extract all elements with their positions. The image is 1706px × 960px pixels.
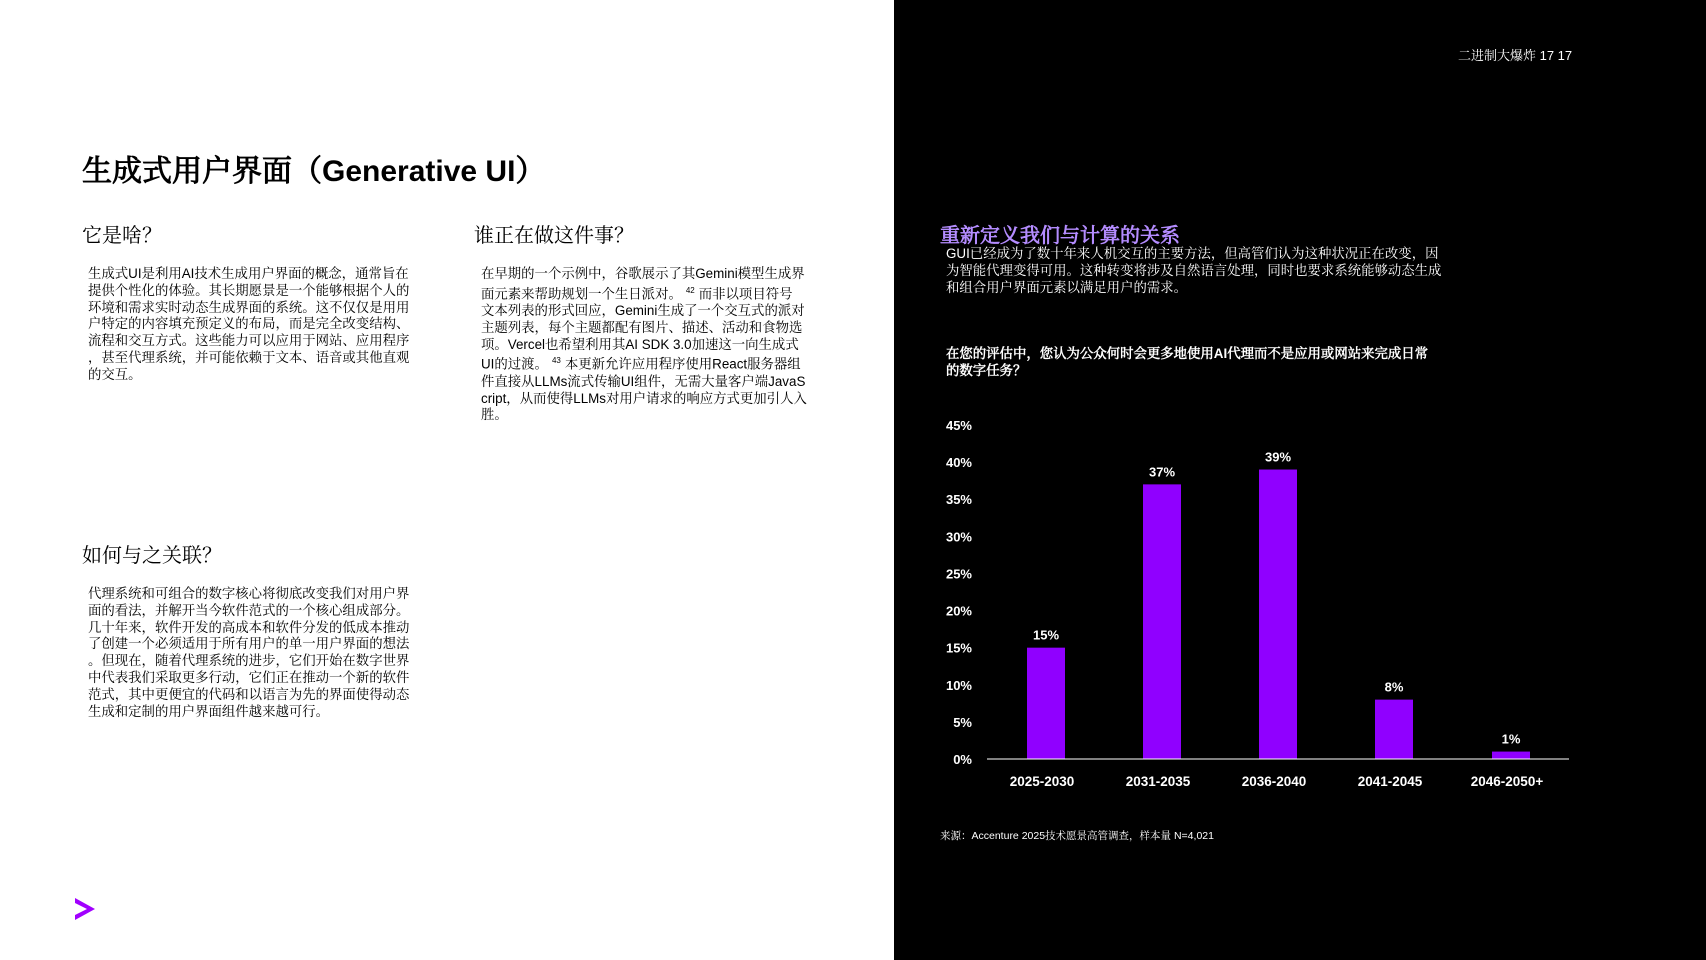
who-line: cript，从而使得LLMs对用户请求的响应方式更加引人入: [481, 390, 807, 406]
who-line-text: 而非以项目符号: [698, 286, 793, 302]
survey-question-line: 在您的评估中，您认为公众何时会更多地使用AI代理而不是应用或网站来完成日常: [946, 346, 1429, 361]
bar-value-label: 8%: [1384, 679, 1404, 695]
y-tick-label: 25%: [945, 566, 972, 582]
who-line: 主题列表，每个主题都配有图片、描述、活动和食物选: [481, 319, 803, 335]
page-title: 生成式用户界面（Generative UI）: [82, 155, 546, 188]
x-tick-label: 2025-2030: [1009, 774, 1075, 789]
relate-line: 生成和定制的用户界面组件越来越可行。: [88, 703, 330, 719]
page-number: 二进制大爆炸 17 17: [1458, 48, 1573, 63]
what-heading: 它是啥？: [82, 225, 162, 247]
who-line: 文本列表的形式回应，Gemini生成了一个交互式的派对: [481, 303, 805, 319]
bar-value-label: 39%: [1264, 449, 1292, 465]
accenture-logo-icon: [72, 896, 98, 922]
y-tick-label: 45%: [945, 418, 972, 433]
y-tick-label: 0%: [953, 752, 972, 767]
survey-question: [946, 346, 1494, 380]
footnote-ref[interactable]: 42: [685, 285, 695, 295]
relate-line: 范式，其中更便宜的代码和以语言为先的界面使得动态: [88, 686, 410, 702]
y-tick-label: 20%: [945, 603, 972, 619]
y-tick-label: 5%: [953, 714, 972, 730]
what-paragraph: [88, 266, 409, 384]
survey-question-line: 的数字任务？: [946, 362, 1027, 378]
relate-line: 代理系统和可组合的数字核心将彻底改变我们对用户界: [88, 586, 410, 601]
who-line: [481, 353, 807, 373]
who-line-text: 本更新允许应用程序使用React服务器组: [564, 356, 801, 372]
what-line: 户特定的内容填充预定义的布局，而是完全改变结构、: [88, 316, 410, 332]
who-heading: 谁正在做这件事？: [474, 225, 634, 247]
relate-heading: 如何与之关联？: [82, 545, 222, 567]
who-paragraph: [481, 266, 807, 424]
what-line: 环境和需求实时动态生成界面的系统。这不仅仅是用用: [88, 299, 410, 315]
what-line: 提供个性化的体验。其长期愿景是一个能够根据个人的: [88, 282, 410, 298]
x-tick-label: 2046-2050+: [1470, 774, 1544, 789]
who-line: 项。Vercel也希望利用其AI SDK 3.0加速这一向生成式: [481, 336, 799, 352]
bar: [1027, 648, 1065, 759]
chart-section-line: 为智能代理变得可用。这种转变将涉及自然语言处理，同时也要求系统能够动态生成: [946, 262, 1442, 278]
who-line: 在早期的一个示例中，谷歌展示了其Gemini模型生成界: [481, 266, 805, 281]
y-tick-label: 10%: [945, 677, 972, 693]
bar-value-label: 15%: [1032, 627, 1060, 643]
y-tick-label: 40%: [945, 455, 972, 471]
chart-section-line: 和组合用户界面元素以满足用户的需求。: [946, 279, 1188, 295]
chart-section-heading: 重新定义我们与计算的关系: [940, 225, 1180, 247]
x-tick-label: 2036-2040: [1241, 774, 1307, 789]
who-line: [481, 283, 807, 303]
x-tick-label: 2041-2045: [1357, 774, 1423, 789]
relate-line: 面的看法，并解开当今软件范式的一个核心组成部分。: [88, 602, 410, 618]
who-line: 胜。: [481, 407, 508, 423]
relate-paragraph: [88, 586, 409, 720]
relate-line: 几十年来，软件开发的高成本和软件分发的低成本推动: [88, 619, 410, 635]
chart-source-note: 来源：Accenture 2025技术愿景高管调查，样本量 N=4,021: [940, 830, 1214, 842]
bar-chart: [894, 400, 1706, 800]
what-line: 的交互。: [88, 366, 142, 382]
chart-section-paragraph: [946, 246, 1494, 296]
footnote-ref[interactable]: 43: [551, 356, 561, 366]
who-line-text: 面元素来帮助规划一个生日派对。: [481, 286, 682, 302]
bar: [1492, 752, 1530, 759]
what-line: ，甚至代理系统，并可能依赖于文本、语音或其他直观: [88, 349, 410, 365]
bar: [1259, 470, 1297, 759]
right-panel: [894, 0, 1706, 960]
bar: [1375, 700, 1413, 759]
x-tick-label: 2031-2035: [1125, 774, 1191, 789]
y-tick-label: 30%: [945, 529, 972, 545]
bar-value-label: 1%: [1501, 731, 1521, 747]
who-line-text: UI的过渡。: [481, 356, 548, 372]
y-tick-label: 15%: [945, 640, 972, 656]
chart-section-line: GUI已经成为了数十年来人机交互的主要方法，但高管们认为这种状况正在改变，因: [946, 246, 1439, 261]
who-line: 件直接从LLMs流式传输UI组件，无需大量客户端JavaS: [481, 373, 806, 389]
bar-value-label: 37%: [1148, 464, 1176, 480]
relate-line: 中代表我们采取更多行动，它们正在推动一个新的软件: [88, 669, 410, 685]
relate-line: 了创建一个必须适用于所有用户的单一用户界面的想法: [88, 636, 410, 652]
y-tick-label: 35%: [945, 492, 972, 508]
what-line: 生成式UI是利用AI技术生成用户界面的概念，通常旨在: [88, 266, 409, 281]
bar: [1143, 484, 1181, 759]
what-line: 流程和交互方式。这些能力可以应用于网站、应用程序: [88, 333, 410, 349]
relate-line: 。但现在，随着代理系统的进步，它们开始在数字世界: [88, 653, 410, 669]
